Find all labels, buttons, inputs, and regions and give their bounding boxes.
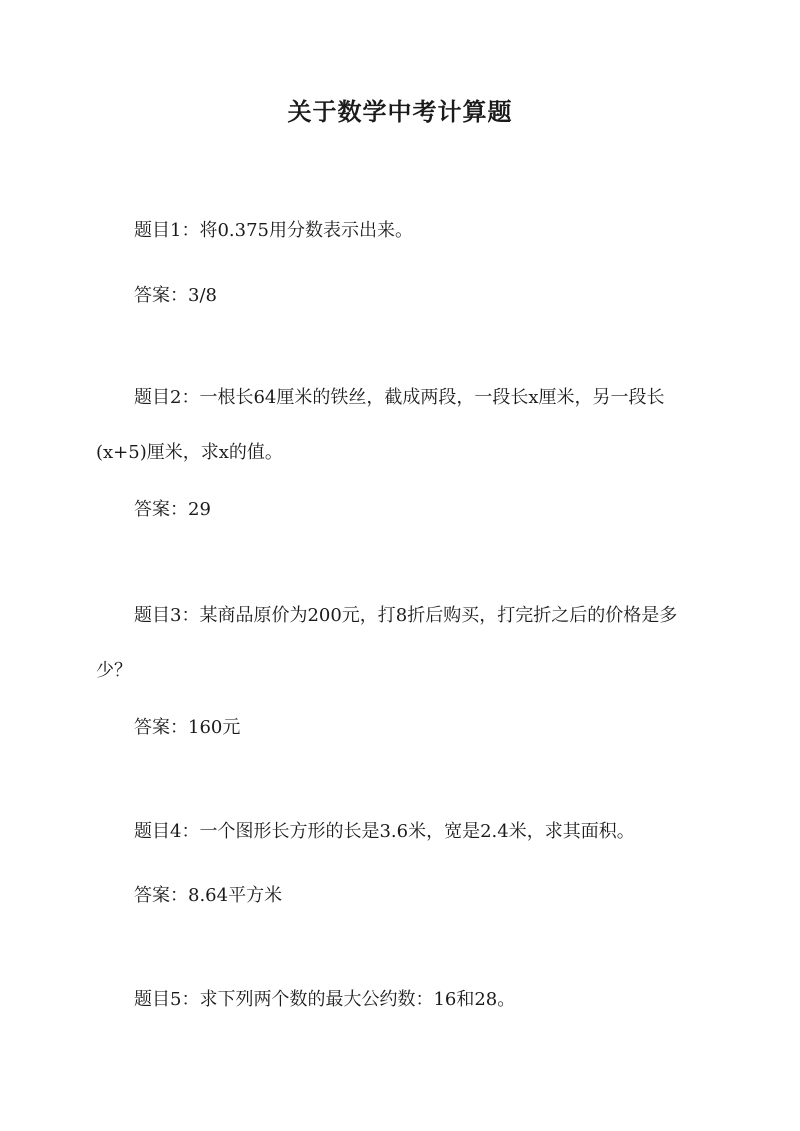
answer-4: 答案：8.64平方米 (134, 885, 283, 906)
answer-3: 答案：160元 (134, 717, 241, 738)
question-3: 题目3：某商品原价为200元，打8折后购买，打完折之后的价格是多少？ (96, 605, 678, 681)
page-title: 关于数学中考计算题 (287, 97, 513, 126)
question-5: 题目5：求下列两个数的最大公约数：16和28。 (134, 989, 516, 1010)
question-1: 题目1：将0.375用分数表示出来。 (134, 220, 413, 241)
answer-2: 答案：29 (134, 499, 211, 520)
question-2: 题目2：一根长64厘米的铁丝，截成两段，一段长x厘米，另一段长(x+5)厘米，求x的值。 (96, 387, 665, 463)
answer-1: 答案：3/8 (134, 285, 217, 306)
question-4: 题目4：一个图形长方形的长是3.6米，宽是2.4米，求其面积。 (134, 821, 635, 842)
